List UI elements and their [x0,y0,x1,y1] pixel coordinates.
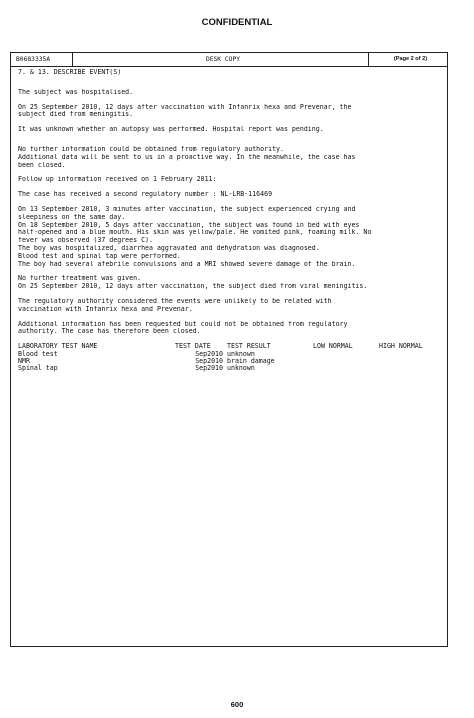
paragraph [18,104,442,120]
lab-test-date: Sep2010 [195,364,223,373]
paragraph [18,321,442,337]
paragraph-line: The regulatory authority considered the events were unlikely to be related with [18,297,332,305]
paragraph-line: Additional data will be sent to us in a proactive way. In the meanwhile, the case has [18,153,356,161]
paragraph [18,298,442,314]
paragraph [18,206,442,268]
lab-test-low [313,358,379,365]
paragraph-line: No further treatment was given. [18,275,142,283]
paragraph-list [18,89,442,343]
paragraph-line: No further information could be obtained from regulatory authority. [18,145,284,153]
paragraph-line: On 25 September 2010, 12 days after vaccination with Infanrix hexa and Prevenar, the [18,103,352,111]
paragraph-line: Additional information has been requested but could not be obtained from regulatory [18,320,348,328]
paragraph-line: On 18 September 2010, 5 days after vaccination, the subject was found in bed with eyes [18,221,360,229]
paragraph [18,89,442,97]
lab-test-high [379,351,423,358]
table-row [18,365,423,372]
paragraph-line: vaccination with Infanrix hexa and Prevenar. [18,305,193,313]
event-description [18,69,442,373]
paragraph-line: subject died from meningitis. [18,111,134,119]
paragraph [18,176,442,184]
lab-header-date: TEST DATE [175,342,211,351]
paragraph [18,146,442,169]
paragraph-line: The case has received a second regulatory number : NL-LRB-116469 [18,191,273,199]
lab-test-name: NMR [18,356,30,365]
lab-test-result: brain damage [227,356,275,365]
lab-test-high [379,365,423,372]
paragraph-line: The subject was hospitalised. [18,88,134,96]
paragraph-line: sleepiness on the same day. [18,213,126,221]
lab-test-low [313,351,379,358]
confidential-header: CONFIDENTIAL [201,17,273,28]
paragraph-line: Blood test and spinal tap were performed. [18,252,181,260]
paragraph-line: The boy was hospitalized, diarrhea aggravated and dehydration was diagnosed. [18,244,320,252]
page-indicator: (Page 2 of 2) [393,56,428,62]
paragraph-line: On 25 September 2010, 12 days after vaccination, the subject died from viral meningitis. [18,283,368,291]
section-title: 7. & 13. DESCRIBE EVENT(S) [18,69,122,76]
paragraph-line: The boy had several afebrile convulsions and a MRI showed severe damage of the brain. [18,260,356,268]
paragraph-line: On 13 September 2010, 3 minutes after vaccination, the subject experienced crying and [18,205,356,213]
lab-test-result: unknown [227,349,255,358]
lab-test-name: Spinal tap [18,364,58,373]
paragraph-line: fever was observed (37 degrees C). [18,237,153,245]
paragraph-line: Follow up information received on 1 February 2011: [18,176,217,184]
lab-test-low [313,365,379,372]
copy-type: DESK COPY [73,53,369,66]
lab-test-date: Sep2010 [195,349,223,358]
lab-header-result: TEST RESULT [227,342,271,351]
lab-test-name: Blood test [18,349,58,358]
lab-test-date: Sep2010 [195,356,223,365]
paragraph [18,191,442,199]
paragraph-line: It was unknown whether an autopsy was performed. Hospital report was pending. [18,126,324,134]
lab-header-name: LABORATORY TEST NAME [18,342,98,351]
report-reference: B0683335A [11,53,73,66]
lab-header-high: HIGH NORMAL [379,342,423,351]
lab-table [18,343,423,373]
paragraph [18,275,442,291]
lab-test-result: unknown [227,364,255,373]
report-top-row [11,53,447,67]
report-frame [10,52,448,647]
lab-header-low: LOW NORMAL [313,342,353,351]
paragraph-line: half-opened and a blue mouth. His skin was yellow/pale. He vomited pink, foaming milk. No [18,229,372,237]
page-number: 600 [230,700,244,709]
lab-test-high [379,358,423,365]
paragraph [18,126,442,134]
paragraph-line: authority. The case has therefore been closed. [18,328,201,336]
paragraph-line: been closed. [18,161,66,169]
